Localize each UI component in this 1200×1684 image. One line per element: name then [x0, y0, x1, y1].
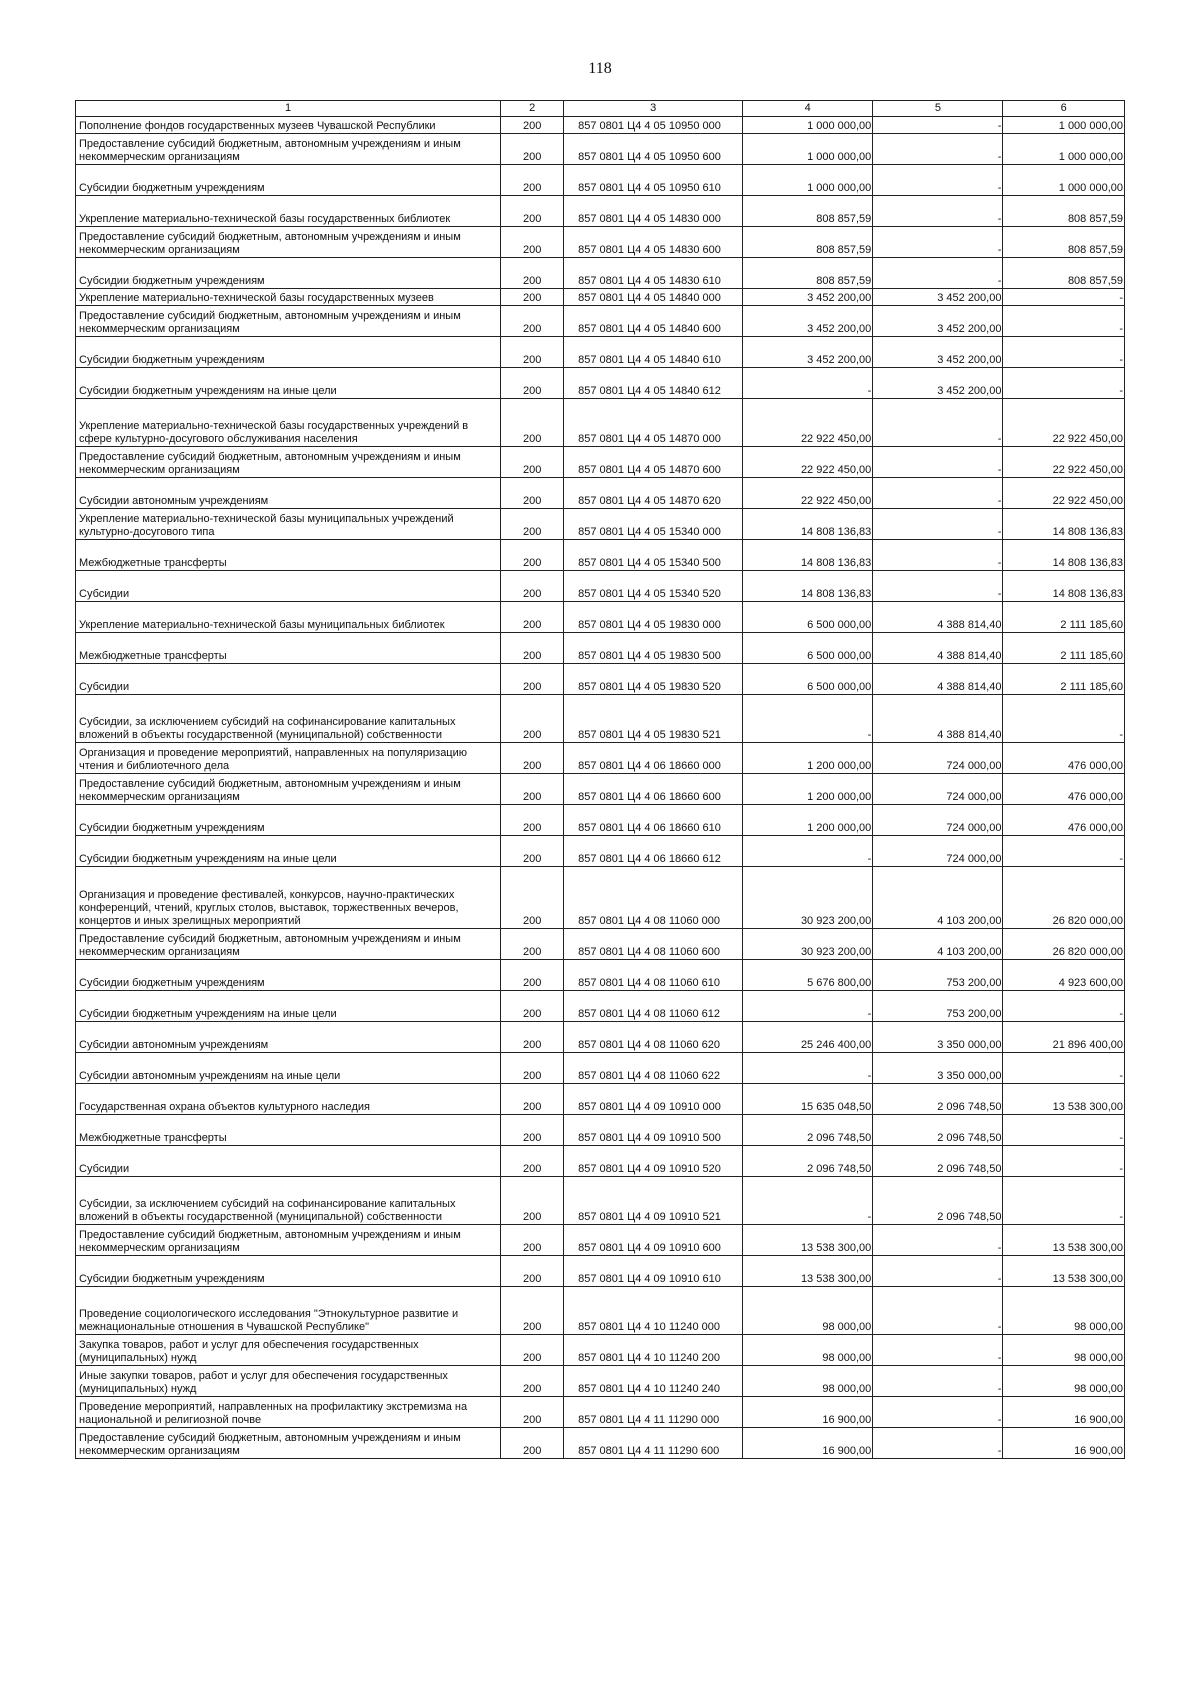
table-row — [76, 1022, 1125, 1053]
row-amount-col5: 3 350 000,00 — [873, 1022, 1003, 1053]
row-amount-col4: 14 808 136,83 — [743, 540, 873, 571]
row-name: Субсидии бюджетным учреждениям — [76, 960, 501, 991]
row-kbk: 857 0801 Ц4 4 11 11290 000 — [564, 1397, 743, 1428]
table-row — [76, 1146, 1125, 1177]
table-row — [76, 929, 1125, 960]
row-code: 200 — [501, 633, 564, 664]
row-kbk: 857 0801 Ц4 4 05 14830 610 — [564, 258, 743, 289]
table-row — [76, 836, 1125, 867]
row-amount-col6: - — [1003, 306, 1125, 337]
row-amount-col5: - — [873, 478, 1003, 509]
row-code: 200 — [501, 509, 564, 540]
row-amount-col4: - — [743, 1053, 873, 1084]
row-amount-col6: 2 111 185,60 — [1003, 664, 1125, 695]
row-amount-col4: 1 000 000,00 — [743, 117, 873, 134]
column-header: 3 — [564, 101, 743, 117]
row-amount-col5: 4 103 200,00 — [873, 929, 1003, 960]
table-row — [76, 1115, 1125, 1146]
row-kbk: 857 0801 Ц4 4 05 10950 600 — [564, 134, 743, 165]
row-code: 200 — [501, 1335, 564, 1366]
row-name: Государственная охрана объектов культурного наследия — [76, 1084, 501, 1115]
table-row — [76, 117, 1125, 134]
table-row — [76, 509, 1125, 540]
row-amount-col6: - — [1003, 991, 1125, 1022]
row-code: 200 — [501, 306, 564, 337]
row-code: 200 — [501, 571, 564, 602]
row-code: 200 — [501, 447, 564, 478]
row-amount-col5: - — [873, 258, 1003, 289]
row-amount-col6: 14 808 136,83 — [1003, 571, 1125, 602]
row-code: 200 — [501, 134, 564, 165]
row-name: Укрепление материально-технической базы государственных учреждений в сфере культурно-досугового обслуживания населения — [76, 399, 501, 447]
row-name: Субсидии бюджетным учреждениям — [76, 337, 501, 368]
row-amount-col6: 808 857,59 — [1003, 196, 1125, 227]
row-amount-col5: 3 452 200,00 — [873, 337, 1003, 368]
row-amount-col4: 22 922 450,00 — [743, 478, 873, 509]
row-amount-col4: - — [743, 836, 873, 867]
table-row — [76, 774, 1125, 805]
row-code: 200 — [501, 258, 564, 289]
row-amount-col5: - — [873, 1397, 1003, 1428]
row-code: 200 — [501, 1428, 564, 1459]
row-name: Проведение социологического исследования "Этнокультурное развитие и межнациональные отношения в Чувашской Республике" — [76, 1287, 501, 1335]
row-kbk: 857 0801 Ц4 4 06 18660 612 — [564, 836, 743, 867]
table-row — [76, 991, 1125, 1022]
column-header: 2 — [501, 101, 564, 117]
column-header: 4 — [743, 101, 873, 117]
row-amount-col4: 13 538 300,00 — [743, 1225, 873, 1256]
row-amount-col4: 22 922 450,00 — [743, 399, 873, 447]
row-amount-col4: - — [743, 695, 873, 743]
row-code: 200 — [501, 399, 564, 447]
row-name: Укрепление материально-технической базы муниципальных учреждений культурно-досугового типа — [76, 509, 501, 540]
row-amount-col6: 16 900,00 — [1003, 1428, 1125, 1459]
row-kbk: 857 0801 Ц4 4 08 11060 620 — [564, 1022, 743, 1053]
row-name: Межбюджетные трансферты — [76, 540, 501, 571]
row-name: Межбюджетные трансферты — [76, 633, 501, 664]
column-header: 1 — [76, 101, 501, 117]
row-amount-col5: - — [873, 196, 1003, 227]
row-kbk: 857 0801 Ц4 4 11 11290 600 — [564, 1428, 743, 1459]
row-name: Субсидии бюджетным учреждениям — [76, 805, 501, 836]
row-name: Субсидии автономным учреждениям — [76, 1022, 501, 1053]
row-kbk: 857 0801 Ц4 4 10 11240 000 — [564, 1287, 743, 1335]
row-amount-col6: 1 000 000,00 — [1003, 165, 1125, 196]
row-amount-col4: 13 538 300,00 — [743, 1256, 873, 1287]
row-kbk: 857 0801 Ц4 4 09 10910 610 — [564, 1256, 743, 1287]
row-amount-col5: 724 000,00 — [873, 836, 1003, 867]
row-amount-col5: - — [873, 1428, 1003, 1459]
row-amount-col5: 4 388 814,40 — [873, 695, 1003, 743]
table-row — [76, 664, 1125, 695]
row-amount-col5: - — [873, 1256, 1003, 1287]
row-name: Укрепление материально-технической базы муниципальных библиотек — [76, 602, 501, 633]
row-kbk: 857 0801 Ц4 4 05 14870 600 — [564, 447, 743, 478]
row-amount-col4: 30 923 200,00 — [743, 867, 873, 929]
row-amount-col4: 16 900,00 — [743, 1397, 873, 1428]
row-code: 200 — [501, 1287, 564, 1335]
row-name: Межбюджетные трансферты — [76, 1115, 501, 1146]
table-row — [76, 1335, 1125, 1366]
row-amount-col5: - — [873, 509, 1003, 540]
row-amount-col5: 2 096 748,50 — [873, 1084, 1003, 1115]
row-amount-col5: - — [873, 134, 1003, 165]
row-code: 200 — [501, 1366, 564, 1397]
row-amount-col4: 16 900,00 — [743, 1428, 873, 1459]
row-kbk: 857 0801 Ц4 4 08 11060 000 — [564, 867, 743, 929]
row-amount-col5: 3 452 200,00 — [873, 289, 1003, 306]
row-amount-col6: 98 000,00 — [1003, 1366, 1125, 1397]
row-amount-col4: 3 452 200,00 — [743, 289, 873, 306]
row-code: 200 — [501, 929, 564, 960]
row-amount-col4: - — [743, 991, 873, 1022]
table-row — [76, 1366, 1125, 1397]
row-name: Субсидии бюджетным учреждениям — [76, 165, 501, 196]
row-name: Предоставление субсидий бюджетным, автономным учреждениям и иным некоммерческим организациям — [76, 1225, 501, 1256]
row-amount-col4: 14 808 136,83 — [743, 571, 873, 602]
row-amount-col6: - — [1003, 1115, 1125, 1146]
row-amount-col4: 98 000,00 — [743, 1335, 873, 1366]
table-row — [76, 743, 1125, 774]
row-name: Субсидии — [76, 1146, 501, 1177]
row-amount-col4: 22 922 450,00 — [743, 447, 873, 478]
row-amount-col5: - — [873, 117, 1003, 134]
row-kbk: 857 0801 Ц4 4 09 10910 500 — [564, 1115, 743, 1146]
row-kbk: 857 0801 Ц4 4 05 14840 600 — [564, 306, 743, 337]
row-amount-col6: - — [1003, 836, 1125, 867]
table-row — [76, 1256, 1125, 1287]
row-amount-col4: 30 923 200,00 — [743, 929, 873, 960]
row-amount-col5: - — [873, 1225, 1003, 1256]
row-code: 200 — [501, 1146, 564, 1177]
row-name: Субсидии — [76, 571, 501, 602]
row-kbk: 857 0801 Ц4 4 09 10910 521 — [564, 1177, 743, 1225]
row-amount-col6: 2 111 185,60 — [1003, 633, 1125, 664]
row-amount-col6: 1 000 000,00 — [1003, 117, 1125, 134]
row-amount-col6: - — [1003, 695, 1125, 743]
row-kbk: 857 0801 Ц4 4 08 11060 600 — [564, 929, 743, 960]
row-kbk: 857 0801 Ц4 4 05 19830 000 — [564, 602, 743, 633]
row-amount-col5: 3 452 200,00 — [873, 368, 1003, 399]
row-amount-col4: 2 096 748,50 — [743, 1115, 873, 1146]
row-amount-col5: - — [873, 1366, 1003, 1397]
budget-table — [75, 100, 1125, 1459]
row-code: 200 — [501, 289, 564, 306]
page-number: 118 — [588, 60, 612, 77]
row-amount-col5: 2 096 748,50 — [873, 1177, 1003, 1225]
row-code: 200 — [501, 1256, 564, 1287]
row-code: 200 — [501, 991, 564, 1022]
row-kbk: 857 0801 Ц4 4 05 14870 000 — [564, 399, 743, 447]
row-code: 200 — [501, 602, 564, 633]
row-kbk: 857 0801 Ц4 4 05 10950 000 — [564, 117, 743, 134]
row-code: 200 — [501, 540, 564, 571]
row-amount-col6: 14 808 136,83 — [1003, 509, 1125, 540]
row-amount-col5: 3 452 200,00 — [873, 306, 1003, 337]
row-code: 200 — [501, 196, 564, 227]
row-code: 200 — [501, 1225, 564, 1256]
row-amount-col4: 808 857,59 — [743, 258, 873, 289]
row-kbk: 857 0801 Ц4 4 09 10910 600 — [564, 1225, 743, 1256]
row-amount-col6: 26 820 000,00 — [1003, 867, 1125, 929]
row-name: Субсидии автономным учреждениям — [76, 478, 501, 509]
row-code: 200 — [501, 1053, 564, 1084]
row-kbk: 857 0801 Ц4 4 10 11240 240 — [564, 1366, 743, 1397]
table-row — [76, 633, 1125, 664]
row-name: Закупка товаров, работ и услуг для обеспечения государственных (муниципальных) нужд — [76, 1335, 501, 1366]
row-amount-col5: - — [873, 571, 1003, 602]
row-amount-col5: 4 388 814,40 — [873, 633, 1003, 664]
row-amount-col6: - — [1003, 368, 1125, 399]
row-code: 200 — [501, 117, 564, 134]
row-amount-col5: 724 000,00 — [873, 774, 1003, 805]
row-name: Предоставление субсидий бюджетным, автономным учреждениям и иным некоммерческим организациям — [76, 447, 501, 478]
row-amount-col4: - — [743, 1177, 873, 1225]
row-amount-col5: - — [873, 1287, 1003, 1335]
table-row — [76, 258, 1125, 289]
row-code: 200 — [501, 836, 564, 867]
table-row — [76, 337, 1125, 368]
table-row — [76, 1287, 1125, 1335]
table-row — [76, 960, 1125, 991]
row-kbk: 857 0801 Ц4 4 05 15340 500 — [564, 540, 743, 571]
row-amount-col5: 724 000,00 — [873, 805, 1003, 836]
row-amount-col6: 13 538 300,00 — [1003, 1225, 1125, 1256]
row-amount-col6: - — [1003, 337, 1125, 368]
row-amount-col6: - — [1003, 1177, 1125, 1225]
row-amount-col6: 13 538 300,00 — [1003, 1256, 1125, 1287]
row-kbk: 857 0801 Ц4 4 05 19830 521 — [564, 695, 743, 743]
table-row — [76, 1428, 1125, 1459]
row-amount-col4: 1 200 000,00 — [743, 774, 873, 805]
table-row — [76, 1084, 1125, 1115]
row-amount-col5: - — [873, 540, 1003, 571]
table-row — [76, 306, 1125, 337]
row-kbk: 857 0801 Ц4 4 05 10950 610 — [564, 165, 743, 196]
row-amount-col5: - — [873, 447, 1003, 478]
row-code: 200 — [501, 1397, 564, 1428]
table-row — [76, 478, 1125, 509]
row-amount-col6: 2 111 185,60 — [1003, 602, 1125, 633]
row-amount-col4: 98 000,00 — [743, 1366, 873, 1397]
row-kbk: 857 0801 Ц4 4 05 14830 000 — [564, 196, 743, 227]
table-row — [76, 540, 1125, 571]
row-kbk: 857 0801 Ц4 4 05 19830 500 — [564, 633, 743, 664]
row-amount-col4: 6 500 000,00 — [743, 602, 873, 633]
table-row — [76, 1225, 1125, 1256]
table-row — [76, 399, 1125, 447]
row-code: 200 — [501, 227, 564, 258]
row-amount-col5: 4 388 814,40 — [873, 602, 1003, 633]
row-code: 200 — [501, 743, 564, 774]
row-amount-col4: 6 500 000,00 — [743, 633, 873, 664]
table-row — [76, 289, 1125, 306]
row-amount-col6: 22 922 450,00 — [1003, 447, 1125, 478]
row-kbk: 857 0801 Ц4 4 08 11060 622 — [564, 1053, 743, 1084]
row-amount-col6: 13 538 300,00 — [1003, 1084, 1125, 1115]
row-name: Предоставление субсидий бюджетным, автономным учреждениям и иным некоммерческим организациям — [76, 1428, 501, 1459]
row-amount-col4: 98 000,00 — [743, 1287, 873, 1335]
row-amount-col6: 98 000,00 — [1003, 1335, 1125, 1366]
row-kbk: 857 0801 Ц4 4 05 15340 000 — [564, 509, 743, 540]
row-kbk: 857 0801 Ц4 4 09 10910 520 — [564, 1146, 743, 1177]
row-amount-col6: 22 922 450,00 — [1003, 399, 1125, 447]
row-amount-col5: 724 000,00 — [873, 743, 1003, 774]
row-amount-col4: 3 452 200,00 — [743, 337, 873, 368]
row-amount-col5: 753 200,00 — [873, 960, 1003, 991]
row-amount-col6: 476 000,00 — [1003, 774, 1125, 805]
row-amount-col4: 808 857,59 — [743, 196, 873, 227]
row-name: Субсидии — [76, 664, 501, 695]
row-amount-col6: 98 000,00 — [1003, 1287, 1125, 1335]
row-amount-col4: 1 000 000,00 — [743, 165, 873, 196]
row-kbk: 857 0801 Ц4 4 08 11060 610 — [564, 960, 743, 991]
row-amount-col6: 14 808 136,83 — [1003, 540, 1125, 571]
row-name: Субсидии бюджетным учреждениям на иные цели — [76, 836, 501, 867]
row-amount-col6: 808 857,59 — [1003, 227, 1125, 258]
row-name: Предоставление субсидий бюджетным, автономным учреждениям и иным некоммерческим организациям — [76, 306, 501, 337]
row-amount-col5: - — [873, 165, 1003, 196]
row-amount-col4: 5 676 800,00 — [743, 960, 873, 991]
row-amount-col5: 4 103 200,00 — [873, 867, 1003, 929]
row-amount-col4: 3 452 200,00 — [743, 306, 873, 337]
row-name: Субсидии бюджетным учреждениям на иные цели — [76, 991, 501, 1022]
row-amount-col6: - — [1003, 1053, 1125, 1084]
row-amount-col4: 1 200 000,00 — [743, 805, 873, 836]
row-code: 200 — [501, 165, 564, 196]
row-kbk: 857 0801 Ц4 4 05 14840 000 — [564, 289, 743, 306]
row-kbk: 857 0801 Ц4 4 05 14870 620 — [564, 478, 743, 509]
row-amount-col4: 6 500 000,00 — [743, 664, 873, 695]
table-row — [76, 867, 1125, 929]
row-kbk: 857 0801 Ц4 4 09 10910 000 — [564, 1084, 743, 1115]
row-kbk: 857 0801 Ц4 4 05 14840 610 — [564, 337, 743, 368]
row-name: Субсидии бюджетным учреждениям на иные цели — [76, 368, 501, 399]
row-name: Укрепление материально-технической базы государственных музеев — [76, 289, 501, 306]
row-amount-col5: 2 096 748,50 — [873, 1115, 1003, 1146]
row-amount-col5: - — [873, 399, 1003, 447]
row-amount-col6: - — [1003, 1146, 1125, 1177]
row-name: Субсидии, за исключением субсидий на софинансирование капитальных вложений в объекты государственной (муниципальной) собственности — [76, 1177, 501, 1225]
row-amount-col6: - — [1003, 289, 1125, 306]
row-amount-col6: 4 923 600,00 — [1003, 960, 1125, 991]
row-kbk: 857 0801 Ц4 4 06 18660 000 — [564, 743, 743, 774]
row-name: Иные закупки товаров, работ и услуг для обеспечения государственных (муниципальных) нужд — [76, 1366, 501, 1397]
column-number-row — [76, 101, 1125, 117]
row-code: 200 — [501, 1115, 564, 1146]
column-header: 5 — [873, 101, 1003, 117]
table-row — [76, 368, 1125, 399]
row-amount-col5: 4 388 814,40 — [873, 664, 1003, 695]
row-name: Укрепление материально-технической базы государственных библиотек — [76, 196, 501, 227]
row-code: 200 — [501, 1022, 564, 1053]
row-kbk: 857 0801 Ц4 4 06 18660 610 — [564, 805, 743, 836]
row-amount-col4: 14 808 136,83 — [743, 509, 873, 540]
table-row — [76, 1397, 1125, 1428]
row-kbk: 857 0801 Ц4 4 05 14830 600 — [564, 227, 743, 258]
row-amount-col6: 1 000 000,00 — [1003, 134, 1125, 165]
row-name: Субсидии, за исключением субсидий на софинансирование капитальных вложений в объекты государственной (муниципальной) собственности — [76, 695, 501, 743]
row-amount-col6: 21 896 400,00 — [1003, 1022, 1125, 1053]
table-row — [76, 805, 1125, 836]
row-amount-col6: 808 857,59 — [1003, 258, 1125, 289]
row-code: 200 — [501, 774, 564, 805]
table-row — [76, 602, 1125, 633]
row-code: 200 — [501, 695, 564, 743]
row-amount-col5: - — [873, 227, 1003, 258]
table-row — [76, 227, 1125, 258]
table-row — [76, 447, 1125, 478]
row-amount-col6: 476 000,00 — [1003, 743, 1125, 774]
row-kbk: 857 0801 Ц4 4 05 19830 520 — [564, 664, 743, 695]
row-name: Организация и проведение фестивалей, конкурсов, научно-практических конференций, чтений, круглых столов, выставок, торжественных вечеров, концертов и иных зрелищных мероприятий — [76, 867, 501, 929]
row-name: Проведение мероприятий, направленных на профилактику экстремизма на национальной и религиозной почве — [76, 1397, 501, 1428]
table-row — [76, 571, 1125, 602]
row-code: 200 — [501, 368, 564, 399]
row-amount-col4: 25 246 400,00 — [743, 1022, 873, 1053]
row-amount-col4: 2 096 748,50 — [743, 1146, 873, 1177]
row-kbk: 857 0801 Ц4 4 10 11240 200 — [564, 1335, 743, 1366]
row-name: Пополнение фондов государственных музеев Чувашской Республики — [76, 117, 501, 134]
row-kbk: 857 0801 Ц4 4 05 15340 520 — [564, 571, 743, 602]
row-amount-col4: 15 635 048,50 — [743, 1084, 873, 1115]
row-kbk: 857 0801 Ц4 4 08 11060 612 — [564, 991, 743, 1022]
row-name: Субсидии бюджетным учреждениям — [76, 258, 501, 289]
row-name: Предоставление субсидий бюджетным, автономным учреждениям и иным некоммерческим организациям — [76, 929, 501, 960]
row-code: 200 — [501, 337, 564, 368]
row-name: Предоставление субсидий бюджетным, автономным учреждениям и иным некоммерческим организациям — [76, 774, 501, 805]
row-amount-col5: 753 200,00 — [873, 991, 1003, 1022]
row-amount-col4: 1 200 000,00 — [743, 743, 873, 774]
row-amount-col5: 2 096 748,50 — [873, 1146, 1003, 1177]
row-amount-col4: 808 857,59 — [743, 227, 873, 258]
column-header: 6 — [1003, 101, 1125, 117]
row-kbk: 857 0801 Ц4 4 05 14840 612 — [564, 368, 743, 399]
row-amount-col4: - — [743, 368, 873, 399]
table-row — [76, 165, 1125, 196]
row-name: Субсидии автономным учреждениям на иные цели — [76, 1053, 501, 1084]
row-name: Предоставление субсидий бюджетным, автономным учреждениям и иным некоммерческим организациям — [76, 227, 501, 258]
row-code: 200 — [501, 664, 564, 695]
row-name: Предоставление субсидий бюджетным, автономным учреждениям и иным некоммерческим организациям — [76, 134, 501, 165]
row-kbk: 857 0801 Ц4 4 06 18660 600 — [564, 774, 743, 805]
row-code: 200 — [501, 478, 564, 509]
row-amount-col6: 26 820 000,00 — [1003, 929, 1125, 960]
table-row — [76, 695, 1125, 743]
row-code: 200 — [501, 867, 564, 929]
table-row — [76, 196, 1125, 227]
row-code: 200 — [501, 960, 564, 991]
row-code: 200 — [501, 1177, 564, 1225]
row-code: 200 — [501, 805, 564, 836]
row-name: Субсидии бюджетным учреждениям — [76, 1256, 501, 1287]
row-amount-col6: 476 000,00 — [1003, 805, 1125, 836]
row-amount-col6: 22 922 450,00 — [1003, 478, 1125, 509]
row-amount-col6: 16 900,00 — [1003, 1397, 1125, 1428]
table-row — [76, 134, 1125, 165]
row-name: Организация и проведение мероприятий, направленных на популяризацию чтения и библиотечного дела — [76, 743, 501, 774]
row-amount-col5: - — [873, 1335, 1003, 1366]
row-amount-col5: 3 350 000,00 — [873, 1053, 1003, 1084]
table-row — [76, 1177, 1125, 1225]
table-row — [76, 1053, 1125, 1084]
row-code: 200 — [501, 1084, 564, 1115]
row-amount-col4: 1 000 000,00 — [743, 134, 873, 165]
